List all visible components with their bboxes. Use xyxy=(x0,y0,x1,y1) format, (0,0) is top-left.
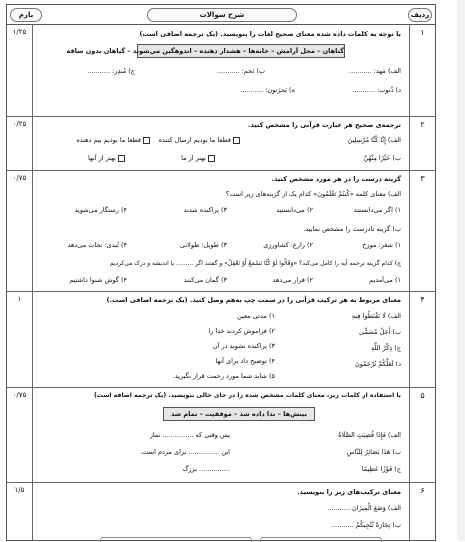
question-number: ۱ xyxy=(409,24,435,116)
match-right-item[interactable]: ۴) توضیح داد برای آنها xyxy=(215,357,275,365)
checkbox[interactable] xyxy=(233,137,240,144)
choice[interactable]: ۳) گمان می‌کنند xyxy=(183,276,227,284)
blank-c[interactable]: ............... بزرگ xyxy=(182,465,230,473)
table-header xyxy=(7,5,435,25)
question-number: ۳ xyxy=(409,170,435,291)
match-left-item[interactable]: ب) أَجَلٌ مُسَمًّى xyxy=(359,328,401,336)
verse-b: ب) خَيْرًا مِنْهُنَّ xyxy=(363,154,401,162)
match-left-item[interactable]: ج) ذِكْرُ اللَّهِ xyxy=(371,344,401,352)
match-left-item[interactable]: د) لَعَلَّكُمْ تُرْحَمُونَ xyxy=(354,360,401,368)
question-title: معنای ترکیب‌های زیر را بنویسید. xyxy=(297,488,401,496)
question-title: معنای مربوط به هر ترکیب قرآنی را در سمت چپ به‌هم وصل کنید. (یک ترجمه اضافی است.) xyxy=(106,296,401,304)
question-score: ۱/۵ xyxy=(7,482,33,541)
question-score: ۱/۲۵ xyxy=(7,24,33,116)
blank-a: الف) مَهد: ........... xyxy=(349,67,401,75)
word-bank: گناهان – محل آرامش – خانه‌ها – هشدار دهنده – اندوهگین می‌شوند – گیاهان بدون ساقه xyxy=(137,44,345,58)
page-edge xyxy=(457,0,465,541)
question-score: ۰/۷۵ xyxy=(7,170,33,291)
question-row-6 xyxy=(7,482,435,541)
option-a1[interactable] xyxy=(159,136,240,144)
choice[interactable]: ۳) پراکنده شدند xyxy=(183,206,227,214)
question-title: با توجه به کلمات داده شده معنای صحیح لغات را بنویسید. (یک ترجمه اضافی است) xyxy=(139,30,401,38)
verse-c: ج) فَوْزًا عَظِيمًا xyxy=(361,465,401,473)
checkbox[interactable] xyxy=(143,137,150,144)
question-row-1 xyxy=(7,24,435,117)
question-score: ۱ xyxy=(7,291,33,387)
sub-question-c: ج) کدام گزینه ترجمه آیه را کامل می‌کند؟ «وَقَالُوا لَوْ كُنَّا نَسْمَعُ أَوْ نَعْقِلُ» و گفتند اگر ......... یا اندیشه و درک می‌کردیم xyxy=(109,260,401,267)
checkbox[interactable] xyxy=(208,155,215,162)
choice[interactable]: ۱) می‌آمدیم xyxy=(369,276,401,284)
description-column-header: شرح سوالات xyxy=(147,8,297,22)
question-title: گزینه درست را در هر مورد مشخص کنید. xyxy=(271,175,401,183)
match-right-item[interactable]: ۵) شاید شما مورد رحمت قرار بگیرید. xyxy=(172,372,275,380)
match-right-item[interactable]: ۳) پراکنده نشوید در آن xyxy=(212,342,275,350)
word-bank: بینش‌ها – ندا داده شد – موفقیت – تمام شد xyxy=(163,407,315,421)
question-row-5 xyxy=(7,387,435,483)
verse-b: ب) هَذَا بَصَائِرُ لِلنَّاسِ xyxy=(346,448,401,456)
question-row-2 xyxy=(7,116,435,171)
choice[interactable]: ۲) می‌دانستید xyxy=(276,206,313,214)
verse-a: الف) فَإِذَا قُضِيَتِ الصَّلَاةُ xyxy=(338,431,401,439)
option-b1[interactable] xyxy=(181,154,215,162)
blank-a[interactable]: پس وقتی که ............... نماز xyxy=(149,431,230,439)
choice[interactable]: ۱) شعر: موزخ xyxy=(362,241,401,249)
question-number: ۴ xyxy=(409,291,435,387)
question-row-3 xyxy=(7,170,435,292)
question-score: ۰/۷۵ xyxy=(7,387,33,482)
question-number: ۶ xyxy=(409,482,435,541)
question-number: ۲ xyxy=(409,116,435,170)
item-a[interactable]: الف) وَضَعَ الْمِيزَانَ ........... xyxy=(327,504,401,512)
question-number: ۵ xyxy=(409,387,435,482)
blank-b[interactable]: این ............... برای مردم است. xyxy=(140,448,230,456)
option-label: قطعا ما بودیم بیم دهنده xyxy=(76,136,141,144)
blank-e: ه) یَحزَنون: ........... xyxy=(240,86,295,94)
choice[interactable]: ۴) تُبدی: نجات می‌دهد xyxy=(67,241,127,249)
choice[interactable]: ۴) رستگار می‌شوید xyxy=(74,206,127,214)
item-b[interactable]: ب) تِجَارَةً تُنْجِيكُمْ ........... xyxy=(331,521,401,529)
match-left-item[interactable]: الف) لَا تَقْنَطُوا فِيهِ xyxy=(351,312,401,320)
option-label: بهتر از آنها xyxy=(87,154,116,162)
choice[interactable]: ۳) طویل: طولانی xyxy=(179,241,227,249)
option-a2[interactable] xyxy=(76,136,150,144)
sub-question-b: ب) گزینه نادرست را مشخص نمایید. xyxy=(303,225,401,233)
choice[interactable]: ۲) قرار می‌دهد xyxy=(272,276,313,284)
option-label: قطعا ما بودیم ارسال کننده xyxy=(158,136,231,144)
blank-b: ب) نَجم: ........... xyxy=(216,67,265,75)
choice[interactable]: ۴) گوش شنوا داشتیم xyxy=(69,276,127,284)
blank-c: ج) مُنذِر: ........... xyxy=(87,67,135,75)
bottom-tab xyxy=(260,537,382,542)
match-right-item[interactable]: ۲) فراموش کردند خدا را xyxy=(208,327,275,335)
question-title: ترجمه‌ی صحیح هر عبارت قرآنی را مشخص کنید. xyxy=(248,121,401,129)
match-right-item[interactable]: ۱) مدتی معین xyxy=(237,312,275,320)
option-label: بهتر از ما xyxy=(181,154,206,162)
choice[interactable]: ۱) اگر می‌دانستند xyxy=(353,206,401,214)
score-column-header: بارم xyxy=(10,8,42,22)
choice[interactable]: ۲) زارع: کشاورزی xyxy=(263,241,313,249)
question-score: ۰/۲۵ xyxy=(7,116,33,170)
checkbox[interactable] xyxy=(118,155,125,162)
question-row-4 xyxy=(7,291,435,388)
verse-a: الف) إِنَّا كُنَّا مُرْسِلِينَ xyxy=(347,136,401,144)
exam-sheet xyxy=(6,4,436,541)
row-column-header: ردیف xyxy=(408,8,432,22)
bottom-tab xyxy=(100,537,252,542)
sub-question-a: الف) معنای کلمه «كُنتُمْ تَعْلَمُونَ» کدام یک از گزینه‌های زیر است؟ xyxy=(225,190,401,198)
option-b2[interactable] xyxy=(88,154,125,162)
question-title: با استفاده از کلمات زیر، معنای کلمات مشخص شده را در جای خالی بنویسید. (یک ترجمه اضافه است) xyxy=(93,392,401,399)
blank-d: د) ذُنوب: ........... xyxy=(352,86,401,94)
